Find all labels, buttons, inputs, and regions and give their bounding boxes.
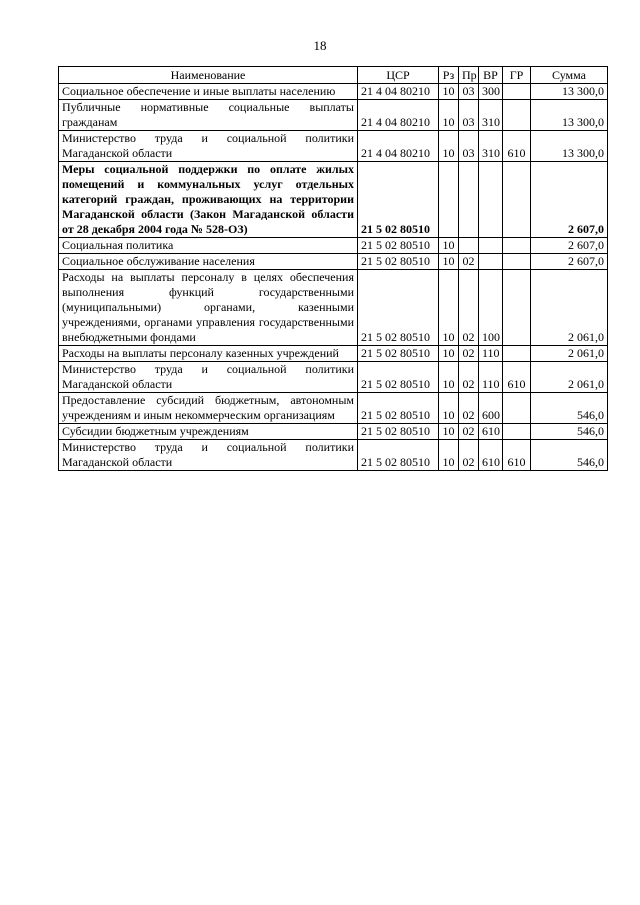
cell-vr: 110 bbox=[479, 362, 503, 393]
cell-gr bbox=[503, 162, 531, 238]
cell-csr: 21 5 02 80510 bbox=[358, 254, 439, 270]
cell-rz: 10 bbox=[439, 238, 459, 254]
cell-rz: 10 bbox=[439, 270, 459, 346]
table-row bbox=[59, 393, 608, 424]
cell-rz: 10 bbox=[439, 362, 459, 393]
cell-gr: 610 bbox=[503, 362, 531, 393]
cell-vr: 110 bbox=[479, 346, 503, 362]
cell-name: Расходы на выплаты персоналу казенных учреждений bbox=[59, 346, 358, 362]
cell-csr: 21 5 02 80510 bbox=[358, 440, 439, 471]
cell-vr: 610 bbox=[479, 424, 503, 440]
cell-csr: 21 5 02 80510 bbox=[358, 424, 439, 440]
cell-csr: 21 4 04 80210 bbox=[358, 84, 439, 100]
cell-pr bbox=[459, 238, 479, 254]
cell-gr: 610 bbox=[503, 440, 531, 471]
cell-csr: 21 5 02 80510 bbox=[358, 362, 439, 393]
cell-sum: 2 061,0 bbox=[531, 362, 608, 393]
cell-vr: 310 bbox=[479, 100, 503, 131]
table-row bbox=[59, 424, 608, 440]
cell-pr: 03 bbox=[459, 100, 479, 131]
table-row bbox=[59, 440, 608, 471]
cell-name: Расходы на выплаты персоналу в целях обеспечения выполнения функций государственными (муниципальными) органами, казенными учреждениями, органами управления государственными внебюджетными фондами bbox=[59, 270, 358, 346]
cell-rz: 10 bbox=[439, 440, 459, 471]
cell-rz: 10 bbox=[439, 346, 459, 362]
page-number: 18 bbox=[313, 38, 327, 53]
cell-vr: 300 bbox=[479, 84, 503, 100]
cell-name: Субсидии бюджетным учреждениям bbox=[59, 424, 358, 440]
cell-sum: 13 300,0 bbox=[531, 131, 608, 162]
header-pr: Пр bbox=[459, 67, 479, 84]
cell-gr bbox=[503, 84, 531, 100]
cell-vr: 100 bbox=[479, 270, 503, 346]
cell-sum: 546,0 bbox=[531, 440, 608, 471]
table-row bbox=[59, 270, 608, 346]
header-sum: Сумма bbox=[531, 67, 608, 84]
cell-vr bbox=[479, 162, 503, 238]
cell-csr: 21 5 02 80510 bbox=[358, 238, 439, 254]
cell-sum: 13 300,0 bbox=[531, 84, 608, 100]
cell-name: Социальное обслуживание населения bbox=[59, 254, 358, 270]
cell-gr: 610 bbox=[503, 131, 531, 162]
cell-sum: 2 607,0 bbox=[531, 238, 608, 254]
cell-csr: 21 5 02 80510 bbox=[358, 270, 439, 346]
cell-sum: 2 607,0 bbox=[531, 162, 608, 238]
table-row bbox=[59, 84, 608, 100]
cell-pr: 02 bbox=[459, 270, 479, 346]
cell-sum: 13 300,0 bbox=[531, 100, 608, 131]
cell-name: Министерство труда и социальной политики Магаданской области bbox=[59, 362, 358, 393]
cell-vr: 600 bbox=[479, 393, 503, 424]
cell-rz: 10 bbox=[439, 100, 459, 131]
cell-pr: 02 bbox=[459, 393, 479, 424]
table-row bbox=[59, 100, 608, 131]
cell-name: Меры социальной поддержки по оплате жилых помещений и коммунальных услуг отдельных категорий граждан, проживающих на территории Магаданской области (Закон Магаданской области от 28 декабря 2004 года № 528-ОЗ) bbox=[59, 162, 358, 238]
cell-vr: 610 bbox=[479, 440, 503, 471]
cell-sum: 546,0 bbox=[531, 393, 608, 424]
cell-pr: 02 bbox=[459, 346, 479, 362]
cell-gr bbox=[503, 100, 531, 131]
cell-pr: 02 bbox=[459, 254, 479, 270]
cell-rz: 10 bbox=[439, 424, 459, 440]
cell-csr: 21 5 02 80510 bbox=[358, 393, 439, 424]
cell-gr bbox=[503, 270, 531, 346]
cell-sum: 2 061,0 bbox=[531, 270, 608, 346]
cell-csr: 21 5 02 80510 bbox=[358, 162, 439, 238]
cell-vr: 310 bbox=[479, 131, 503, 162]
cell-rz: 10 bbox=[439, 254, 459, 270]
cell-vr bbox=[479, 254, 503, 270]
header-rz: Рз bbox=[439, 67, 459, 84]
cell-pr bbox=[459, 162, 479, 238]
cell-name: Публичные нормативные социальные выплаты гражданам bbox=[59, 100, 358, 131]
table-row bbox=[59, 131, 608, 162]
cell-csr: 21 4 04 80210 bbox=[358, 100, 439, 131]
cell-sum: 2 061,0 bbox=[531, 346, 608, 362]
cell-name: Социальное обеспечение и иные выплаты населению bbox=[59, 84, 358, 100]
cell-name: Министерство труда и социальной политики Магаданской области bbox=[59, 131, 358, 162]
cell-gr bbox=[503, 254, 531, 270]
cell-name: Министерство труда и социальной политики Магаданской области bbox=[59, 440, 358, 471]
cell-pr: 02 bbox=[459, 362, 479, 393]
cell-sum: 2 607,0 bbox=[531, 254, 608, 270]
header-vr: ВР bbox=[479, 67, 503, 84]
cell-rz: 10 bbox=[439, 131, 459, 162]
cell-gr bbox=[503, 238, 531, 254]
cell-csr: 21 5 02 80510 bbox=[358, 346, 439, 362]
cell-gr bbox=[503, 424, 531, 440]
cell-csr: 21 4 04 80210 bbox=[358, 131, 439, 162]
header-name: Наименование bbox=[59, 67, 358, 84]
table-row bbox=[59, 362, 608, 393]
table-header-row bbox=[59, 67, 608, 84]
cell-rz bbox=[439, 162, 459, 238]
cell-rz: 10 bbox=[439, 393, 459, 424]
cell-rz: 10 bbox=[439, 84, 459, 100]
cell-sum: 546,0 bbox=[531, 424, 608, 440]
budget-table bbox=[58, 66, 608, 471]
header-gr: ГР bbox=[503, 67, 531, 84]
table-row bbox=[59, 162, 608, 238]
cell-pr: 02 bbox=[459, 440, 479, 471]
cell-vr bbox=[479, 238, 503, 254]
cell-pr: 03 bbox=[459, 84, 479, 100]
table-row bbox=[59, 254, 608, 270]
table-row bbox=[59, 238, 608, 254]
table-row bbox=[59, 346, 608, 362]
cell-pr: 03 bbox=[459, 131, 479, 162]
cell-gr bbox=[503, 346, 531, 362]
cell-name: Предоставление субсидий бюджетным, автономным учреждениям и иным некоммерческим организациям bbox=[59, 393, 358, 424]
cell-name: Социальная политика bbox=[59, 238, 358, 254]
header-csr: ЦСР bbox=[358, 67, 439, 84]
cell-gr bbox=[503, 393, 531, 424]
cell-pr: 02 bbox=[459, 424, 479, 440]
